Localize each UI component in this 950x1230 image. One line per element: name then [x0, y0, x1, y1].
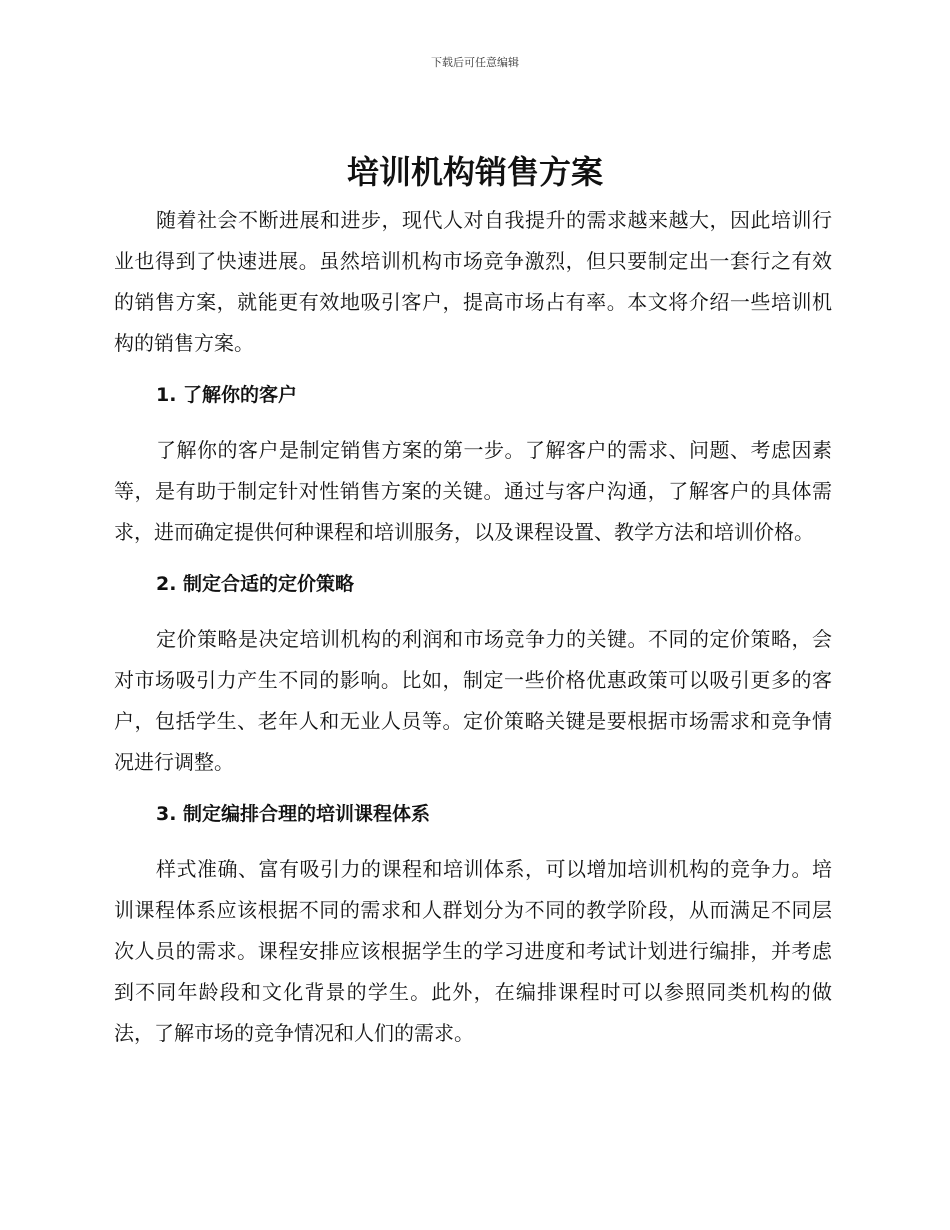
section-body-3: 样式准确、富有吸引力的课程和培训体系，可以增加培训机构的竞争力。培训课程体系应该根据不同的需求和人群划分为不同的教学阶段，从而满足不同层次人员的需求。课程安排应该根据学生的学习进度和考试计划进行编排，并考虑到不同年龄段和文化背景的学生。此外，在编排课程时可以参照同类机构的做法，了解市场的竞争情况和人们的需求。 [114, 857, 832, 1045]
header-note: 下载后可任意编辑 [431, 56, 519, 69]
document-title: 培训机构销售方案 [346, 153, 603, 191]
section-heading-2: 2. 制定合适的定价策略 [156, 573, 355, 595]
document-body [114, 200, 832, 1054]
intro-paragraph: 随着社会不断进展和进步，现代人对自我提升的需求越来越大，因此培训行业也得到了快速进展。虽然培训机构市场竞争激烈，但只要制定出一套行之有效的销售方案，就能更有效地吸引客户，提高市场占有率。本文将介绍一些培训机构的销售方案。 [114, 208, 832, 355]
section-heading-1: 1. 了解你的客户 [156, 384, 298, 406]
section-heading-3: 3. 制定编排合理的培训课程体系 [156, 803, 431, 825]
section-body-2: 定价策略是决定培训机构的利润和市场竞争力的关键。不同的定价策略，会对市场吸引力产生不同的影响。比如，制定一些价格优惠政策可以吸引更多的客户，包括学生、老年人和无业人员等。定价策略关键是要根据市场需求和竞争情况进行调整。 [114, 627, 832, 774]
section-body-1: 了解你的客户是制定销售方案的第一步。了解客户的需求、问题、考虑因素等，是有助于制定针对性销售方案的关键。通过与客户沟通，了解客户的具体需求，进而确定提供何种课程和培训服务，以及课程设置、教学方法和培训价格。 [114, 438, 832, 544]
